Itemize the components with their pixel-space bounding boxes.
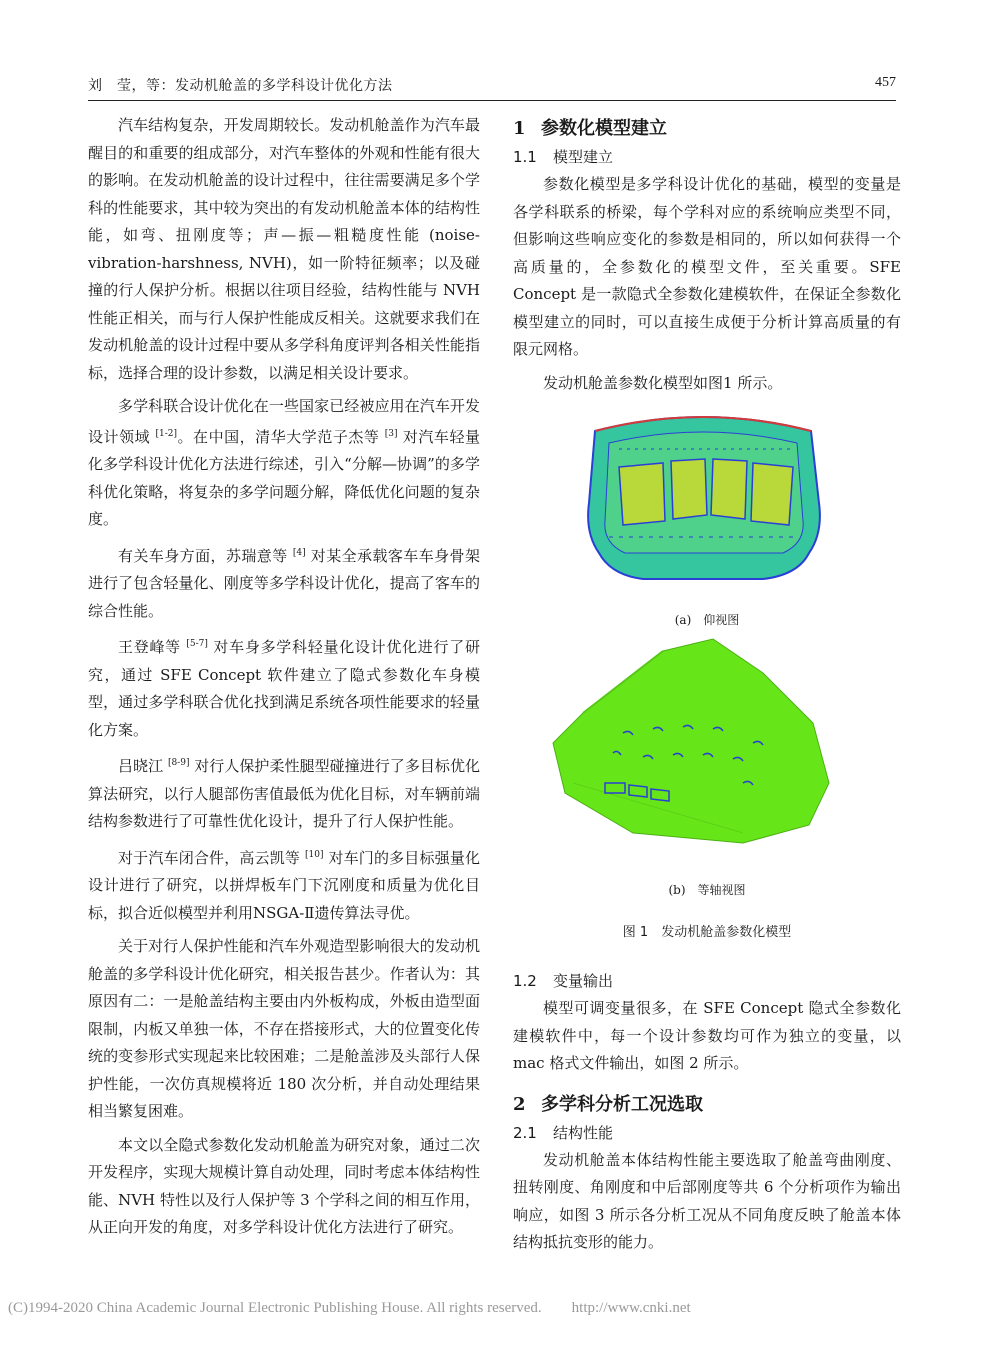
- citation: [4]: [292, 547, 306, 558]
- paragraph: 多学科联合设计优化在一些国家已经被应用在汽车开发设计领域 [1-2]。在中国，清华大学范子杰等 [3] 对汽车轻量化多学科设计优化方法进行综述，引入“分解—协调”的多学科优化策略，将复杂的多学问题分解，降低优化问题的复杂度。: [88, 397, 480, 528]
- section-heading: 2 多学科分析工况选取: [513, 1093, 703, 1115]
- paragraph: 吕晓江 [8-9] 对行人保护柔性腿型碰撞进行了多目标优化算法研究，以行人腿部伤害值最低为优化目标，对车辆前端结构参数进行了可靠性优化设计，提升了行人保护性能。: [88, 757, 480, 830]
- paragraph: 发动机舱盖本体结构性能主要选取了舱盖弯曲刚度、扭转刚度、角刚度和中后部刚度等共 6 个分析项作为输出响应，如图 3 所示各分析工况从不同角度反映了舱盖本体结构抵抗变形的能力。: [513, 1150, 901, 1251]
- paragraph: 关于对行人保护性能和汽车外观造型影响很大的发动机舱盖的多学科设计优化研究，相关报告甚少。作者认为：其原因有二：一是舱盖结构主要由内外板构成，外板由造型面限制，内板又单独一体，不存在搭接形式，大的位置变化传统的变参形式实现起来比较困难；二是舱盖涉及头部行人保护性能，一次仿真规模将近 180 次分析，并自动处理结果相当繁复困难。: [88, 937, 480, 1120]
- subsection-heading: 2.1 结构性能: [513, 1123, 614, 1142]
- hood-bottom-view-image: [513, 403, 901, 603]
- paragraph: 对于汽车闭合件，高云凯等 [10] 对车门的多目标强量化设计进行了研究，以拼焊板车门下沉刚度和质量为优化目标，拟合近似模型并利用NSGA-Ⅱ遗传算法寻优。: [88, 848, 480, 922]
- left-column: [88, 112, 480, 1248]
- hood-isometric-view-image: [513, 633, 901, 873]
- paragraph: 王登峰等 [5-7] 对车身多学科轻量化设计优化进行了研究，通过 SFE Concept 软件建立了隐式参数化车身模型，通过多学科联合优化找到满足系统各项性能要求的轻量化方案。: [88, 638, 480, 739]
- citation: [8-9]: [167, 758, 190, 768]
- citation: [3]: [384, 428, 398, 439]
- figure-caption: (b) 等轴视图: [668, 883, 746, 897]
- citation: [5-7]: [186, 639, 208, 649]
- figure-hood-bottom-view: [513, 403, 901, 633]
- copyright-footer: (C)1994-2020 China Academic Journal Electronic Publishing House. All rights reserved. http://www.cnki.net: [8, 1300, 691, 1316]
- citation: [10]: [305, 849, 324, 860]
- figure-caption: (a) 仰视图: [674, 613, 740, 627]
- paragraph: 有关车身方面，苏瑞意等 [4] 对某全承载客车车身骨架进行了包含轻量化、刚度等多学科设计优化，提高了客车的综合性能。: [88, 546, 480, 620]
- subsection-heading: 1.2 变量输出: [513, 972, 614, 990]
- running-title: 刘 莹，等：发动机舱盖的多学科设计优化方法: [88, 78, 393, 94]
- citation: [1-2]: [155, 428, 177, 439]
- right-column: [513, 112, 901, 1263]
- paragraph: 参数化模型是多学科设计优化的基础，模型的变量是各学科联系的桥梁，每个学科对应的系统响应类型不同，但影响这些响应变化的参数是相同的，所以如何获得一个高质量的，全参数化的模型文件，至关重要。SFE Concept 是一款隐式全参数化建模软件，在保证全参数化模型建立的同时，可以直接生成便于分析计算高质量的有限元网格。: [513, 175, 901, 358]
- paragraph: 本文以全隐式参数化发动机舱盖为研究对象，通过二次开发程序，实现大规模计算自动处理，同时考虑本体结构性能、NVH 特性以及行人保护等 3 个学科之间的相互作用，从正向开发的角度，对多学科设计优化方法进行了研究。: [88, 1135, 480, 1236]
- section-heading: 1 参数化模型建立: [513, 118, 667, 139]
- figure-hood-isometric-view: [513, 633, 901, 903]
- paragraph: 模型可调变量很多，在 SFE Concept 隐式全参数化建模软件中，每一个设计参数均可作为独立的变量，以 mac 格式文件输出，如图 2 所示。: [513, 999, 901, 1072]
- figure-title: 图 1 发动机舱盖参数化模型: [622, 925, 792, 940]
- paragraph: 汽车结构复杂，开发周期较长。发动机舱盖作为汽车最醒目的和重要的组成部分，对汽车整体的外观和性能有很大的影响。在发动机舱盖的设计过程中，往往需要满足多个学科的性能要求，其中较为突出的有发动机舱盖本体的结构性能，如弯、扭刚度等；声—振—粗糙度性能 (noise-vibration-harshness, NVH)，如一阶特征频率；以及碰撞的行人保护分析。根据以往项目经验，结构性能与 NVH 性能正相关，而与行人保护性能成反相关。这就要求我们在发动机舱盖的设计过程中要从多学科角度评判各相关性能指标，选择合理的设计参数，以满足相关设计要求。: [88, 116, 480, 382]
- paragraph: 发动机舱盖参数化模型如图1 所示。: [543, 373, 783, 392]
- page-number: 457: [875, 75, 896, 90]
- running-header: [88, 72, 896, 101]
- subsection-heading: 1.1 模型建立: [513, 148, 614, 166]
